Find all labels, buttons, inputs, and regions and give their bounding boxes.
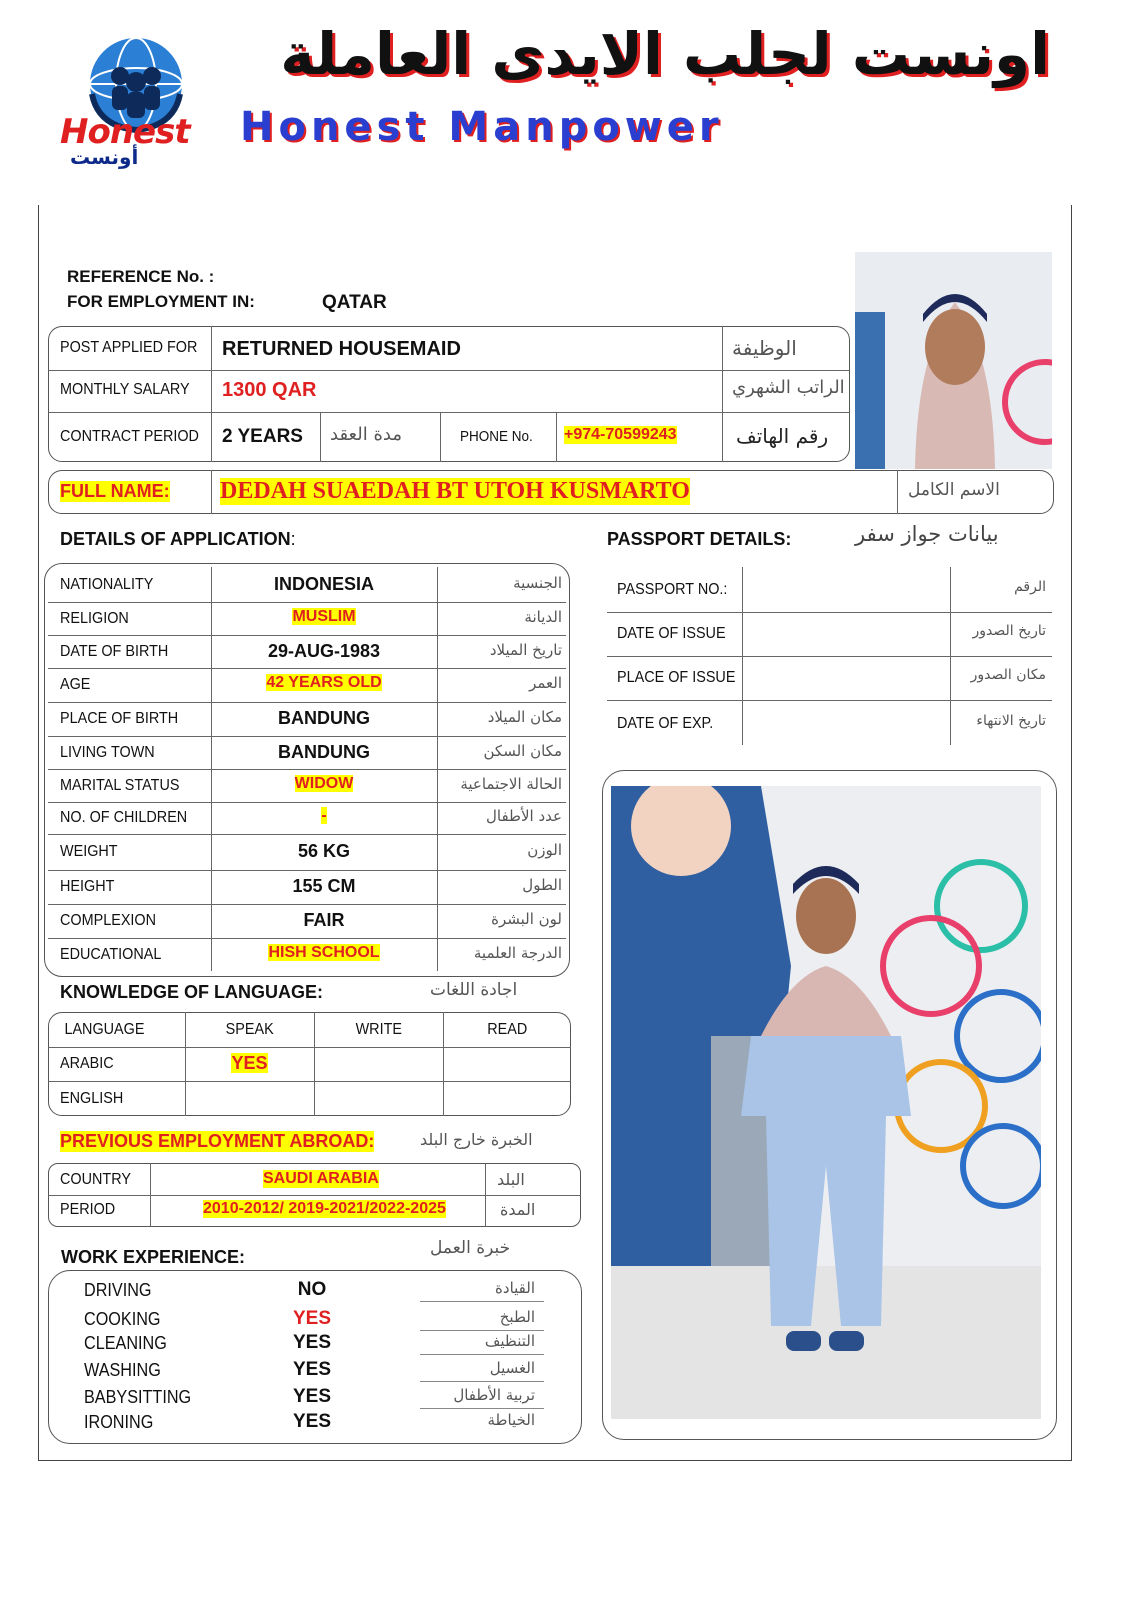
post-value: RETURNED HOUSEMAID [222, 338, 461, 360]
outer-bottom-border [38, 1460, 1072, 1461]
language-name: ARABIC [60, 1055, 114, 1072]
contract-arabic: مدة العقد [330, 424, 402, 445]
details-row-value: 42 YEARS OLD [266, 674, 382, 691]
details-row-label: PLACE OF BIRTH [60, 710, 179, 727]
details-row-divider [48, 834, 566, 835]
period-value: 2010-2012/ 2019-2021/2022-2025 [203, 1200, 446, 1217]
details-row-arabic: عدد الأطفال [486, 807, 562, 825]
details-row-divider [48, 668, 566, 669]
details-row-arabic: الطول [522, 876, 562, 894]
details-row-label: WEIGHT [60, 843, 118, 860]
fullname-arabic: الاسم الكامل [908, 480, 1000, 500]
work-row-label: DRIVING [84, 1280, 152, 1300]
details-row-value-cell [212, 742, 436, 763]
previous-title-arabic: الخبرة خارج البلد [420, 1130, 533, 1149]
work-row-value-cell [262, 1411, 362, 1433]
work-row-label: CLEANING [84, 1333, 167, 1353]
details-row-value-cell [212, 775, 436, 793]
details-row-value-cell [212, 910, 436, 931]
previous-col-divider [150, 1163, 151, 1227]
details-row-value-cell [212, 574, 436, 595]
details-row-value: 29-AUG-1983 [267, 640, 381, 661]
details-row-divider [48, 904, 566, 905]
fullname-value: DEDAH SUAEDAH BT UTOH KUSMARTO [220, 478, 690, 504]
details-row-arabic: الديانة [524, 607, 562, 626]
work-row-value: YES [292, 1411, 332, 1432]
details-row-value-cell [212, 608, 436, 626]
details-row-arabic: الدرجة العلمية [473, 944, 562, 962]
english-title: Honest Manpower [240, 104, 724, 150]
work-row-label: COOKING [84, 1309, 161, 1329]
language-header-text: LANGUAGE [64, 1021, 145, 1038]
employment-value: QATAR [322, 292, 387, 313]
outer-right-border [1071, 205, 1072, 1460]
passport-row-divider [607, 612, 1052, 613]
details-row-arabic: الحالة الاجتماعية [460, 774, 562, 793]
details-row-divider [48, 769, 566, 770]
outer-left-border [38, 205, 39, 1460]
details-row-label: DATE OF BIRTH [60, 642, 169, 660]
language-header-text: READ [486, 1021, 527, 1038]
details-row-arabic: الوزن [527, 841, 562, 859]
work-row-arabic: الغسيل [489, 1359, 535, 1377]
details-row-arabic: مكان الميلاد [487, 708, 562, 726]
passport-row-label: DATE OF ISSUE [617, 625, 726, 642]
language-row-divider [48, 1081, 571, 1082]
details-row-divider [48, 635, 566, 636]
details-row-value: MUSLIM [292, 607, 356, 625]
work-row-value-cell [262, 1279, 362, 1301]
job-col-divider [320, 412, 321, 462]
details-row-arabic: العمر [529, 674, 562, 692]
language-speak-value: YES [231, 1053, 268, 1073]
passport-row-label: PLACE OF ISSUE [617, 669, 736, 686]
phone-arabic: رقم الهاتف [736, 424, 829, 448]
details-row-value: BANDUNG [278, 741, 370, 762]
passport-title-arabic: بيانات جواز سفر [855, 522, 999, 546]
work-row-label: WASHING [84, 1360, 161, 1380]
job-col-divider [556, 412, 557, 462]
details-row-value-cell [212, 841, 436, 862]
details-row-value: BANDUNG [278, 708, 370, 728]
passport-row-label: PASSPORT NO.: [617, 581, 728, 598]
language-row-divider [48, 1047, 571, 1048]
passport-row-arabic: تاريخ الصدور [972, 623, 1046, 639]
previous-row-divider [48, 1195, 581, 1196]
details-row-value: 56 KG [297, 841, 351, 861]
work-row-label: IRONING [84, 1412, 154, 1432]
salary-label: MONTHLY SALARY [60, 381, 190, 398]
fullname-label: FULL NAME: [60, 481, 170, 501]
details-row-value-cell [212, 641, 436, 662]
details-row-label: MARITAL STATUS [60, 776, 180, 794]
details-row-value-cell [212, 876, 436, 897]
arabic-title: اونست لجلب الايدى العاملة [280, 20, 1050, 88]
details-row-value: INDONESIA [273, 574, 374, 594]
work-row-arabic: القيادة [495, 1279, 535, 1297]
details-row-value-cell [212, 674, 436, 692]
language-header [60, 1021, 180, 1039]
work-row-underline [420, 1301, 544, 1302]
details-row-value-cell [212, 708, 436, 729]
work-row-underline [420, 1330, 544, 1331]
details-row-label: COMPLEXION [60, 912, 157, 929]
fullname-divider [897, 470, 898, 514]
work-row-arabic: الخياطة [487, 1411, 535, 1429]
passport-row-arabic: مكان الصدور [970, 667, 1046, 683]
work-row-underline [420, 1381, 544, 1382]
applicant-photo-large [611, 786, 1041, 1419]
details-row-divider [48, 802, 566, 803]
contract-value: 2 YEARS [222, 426, 303, 447]
period-arabic: المدة [500, 1200, 536, 1219]
applicant-photo-small [855, 252, 1052, 469]
job-col-divider [722, 326, 723, 462]
details-row-label: AGE [60, 676, 91, 693]
work-row-underline [420, 1408, 544, 1409]
passport-row-arabic: تاريخ الانتهاء [976, 713, 1046, 729]
work-row-arabic: التنظيف [484, 1332, 535, 1350]
work-row-label: BABYSITTING [84, 1387, 192, 1407]
details-row-divider [48, 702, 566, 703]
work-row-value: YES [292, 1386, 332, 1407]
passport-row-divider [607, 700, 1052, 701]
details-row-divider [48, 938, 566, 939]
work-row-arabic: الطبخ [499, 1308, 535, 1326]
fullname-divider [211, 470, 212, 514]
contract-label: CONTRACT PERIOD [60, 428, 199, 445]
work-row-value: YES [292, 1359, 332, 1380]
salary-arabic: الراتب الشهري [732, 377, 845, 398]
logo-arabic: أونست [70, 145, 139, 169]
details-row-value: - [321, 807, 327, 824]
details-row-label: RELIGION [60, 609, 129, 627]
passport-title: PASSPORT DETAILS: [607, 529, 792, 549]
logo-text: Honest [60, 112, 190, 152]
language-header-text: SPEAK [225, 1021, 274, 1038]
country-value: SAUDI ARABIA [263, 1170, 379, 1187]
details-title-colon: : [290, 529, 296, 549]
details-row-arabic: مكان السكن [483, 741, 562, 760]
language-header [443, 1021, 571, 1039]
details-row-value: FAIR [303, 910, 345, 930]
language-speak-cell [185, 1053, 314, 1074]
language-title: KNOWLEDGE OF LANGUAGE: [60, 982, 323, 1002]
work-row-value-cell [262, 1308, 362, 1330]
details-row-divider [48, 870, 566, 871]
salary-value: 1300 QAR [222, 379, 317, 401]
language-header [185, 1021, 314, 1039]
details-row-value: 155 CM [292, 876, 356, 896]
employment-label: FOR EMPLOYMENT IN: [67, 292, 255, 311]
details-row-value-cell [212, 944, 436, 962]
country-label: COUNTRY [60, 1171, 131, 1188]
work-title-arabic: خبرة العمل [430, 1238, 511, 1258]
phone-value: +974-70599243 [564, 426, 677, 443]
work-row-underline [420, 1354, 544, 1355]
work-row-value: YES [292, 1332, 332, 1353]
language-header [314, 1021, 443, 1039]
details-row-value-cell [212, 807, 436, 825]
language-title-arabic: اجادة اللغات [430, 980, 518, 1000]
details-row-label: HEIGHT [60, 878, 115, 895]
details-row-value: WIDOW [294, 774, 354, 792]
post-arabic: الوظيفة [732, 336, 797, 360]
phone-label: PHONE No. [460, 428, 533, 445]
details-row-label: NO. OF CHILDREN [60, 809, 188, 826]
details-row-arabic: لون البشرة [491, 910, 562, 928]
passport-row-label: DATE OF EXP. [617, 715, 714, 732]
language-header-text: WRITE [355, 1021, 402, 1038]
details-row-divider [48, 736, 566, 737]
job-col-divider [440, 412, 441, 462]
job-col-divider [211, 326, 212, 462]
previous-title: PREVIOUS EMPLOYMENT ABROAD: [60, 1131, 375, 1151]
language-name: ENGLISH [60, 1090, 124, 1107]
details-row-label: LIVING TOWN [60, 743, 155, 761]
details-title [60, 529, 296, 550]
details-row-arabic: الجنسية [513, 574, 562, 592]
details-row-arabic: تاريخ الميلاد [489, 640, 562, 659]
passport-row-arabic: الرقم [1014, 579, 1046, 595]
work-title: WORK EXPERIENCE: [61, 1247, 246, 1267]
details-title-text: DETAILS OF APPLICATION [60, 529, 291, 549]
work-row-arabic: تربية الأطفال [453, 1386, 535, 1404]
previous-col-divider [485, 1163, 486, 1227]
period-label: PERIOD [60, 1201, 116, 1218]
work-row-value-cell [262, 1332, 362, 1354]
details-row-value: HISH SCHOOL [268, 944, 380, 961]
passport-row-divider [607, 656, 1052, 657]
country-arabic: البلد [497, 1170, 525, 1189]
job-row-divider [48, 370, 850, 371]
work-row-value-cell [262, 1386, 362, 1408]
job-row-divider [48, 412, 850, 413]
details-row-label: NATIONALITY [60, 576, 154, 593]
work-row-value: YES [292, 1308, 332, 1329]
details-row-divider [48, 602, 566, 603]
details-row-label: EDUCATIONAL [60, 946, 162, 963]
work-row-value: NO [297, 1279, 327, 1300]
post-label: POST APPLIED FOR [60, 339, 198, 356]
reference-label: REFERENCE No. : [67, 267, 215, 286]
work-row-value-cell [262, 1359, 362, 1381]
